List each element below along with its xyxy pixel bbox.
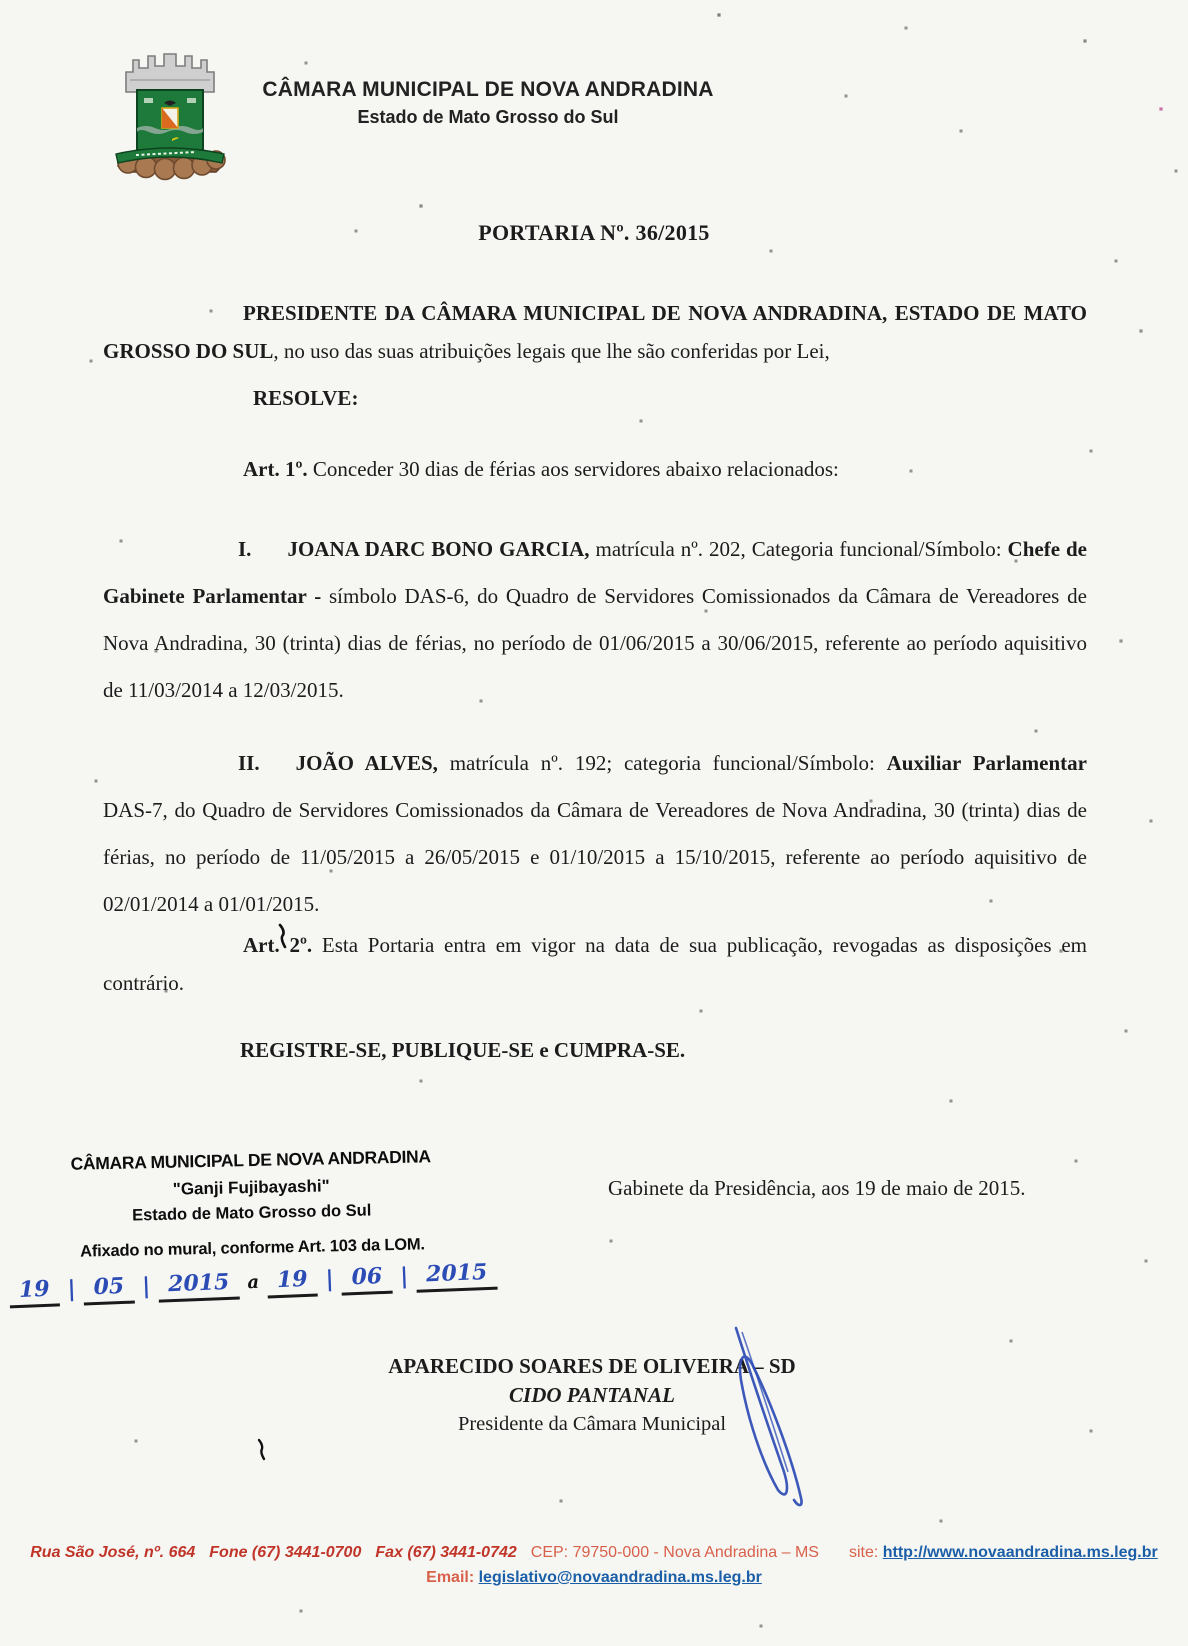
item-2-role: Auxiliar Parlamentar — [886, 751, 1087, 775]
article-1-paragraph — [103, 450, 1087, 488]
servant-item-1 — [103, 526, 1087, 714]
article-2-text: Esta Portaria entra em vigor na data de sua publicação, revogadas as disposições em contrário. — [103, 933, 1087, 995]
date-from-month: 05 — [83, 1273, 135, 1306]
preamble-rest: , no uso das suas atribuições legais que lhe são conferidas por Lei, — [273, 339, 830, 363]
resolve-label: RESOLVE: — [253, 386, 359, 410]
date-to-month: 06 — [341, 1263, 393, 1296]
date-from-day: 19 — [8, 1275, 60, 1308]
signature-block — [242, 1352, 942, 1439]
stamp-posting-note: Afixado no mural, conforme Art. 103 da LOM. — [79, 1235, 425, 1261]
header-org-block — [238, 78, 738, 128]
date-separator-bar: | — [399, 1263, 409, 1290]
footer-fax: Fax (67) 3441-0742 — [375, 1544, 517, 1561]
org-name: CÂMARA MUNICIPAL DE NOVA ANDRADINA — [262, 78, 714, 101]
site-link[interactable]: http://www.novaandradina.ms.leg.br — [882, 1544, 1158, 1561]
date-to-year: 2015 — [416, 1259, 498, 1293]
scan-noise-dots — [0, 0, 2, 2]
footer-email-label: Email: — [426, 1569, 475, 1586]
stamp-handwritten-dates — [18, 1259, 488, 1306]
article-2-paragraph — [103, 926, 1087, 1002]
date-to-day: 19 — [266, 1266, 318, 1299]
signer-nickname: CIDO PANTANAL — [509, 1383, 675, 1407]
preamble-paragraph — [103, 294, 1087, 370]
item-2-seg2: DAS-7, do Quadro de Servidores Comissionados da Câmara de Vereadores de Nova Andradina, 30 (trinta) dias de férias, no período de 11/05/2015 a 26/05/2015 e 01/10/2015 a 15/10/2015, referente ao período aquisitivo de 02/01/2014 a 01/01/2015. — [103, 798, 1087, 916]
signer-role: Presidente da Câmara Municipal — [457, 1413, 727, 1435]
footer-cep: CEP: 79750-000 - Nova Andradina – MS — [530, 1544, 819, 1561]
item-1-role: Chefe de Gabinete Parlamentar - — [103, 537, 1087, 608]
footer-address: Rua São José, nº. 664 — [30, 1544, 196, 1561]
document-title: PORTARIA Nº. 36/2015 — [478, 220, 710, 245]
footer — [0, 1544, 1188, 1587]
signer-name: APARECIDO SOARES DE OLIVEIRA – SD — [388, 1354, 796, 1378]
footer-line-1 — [0, 1544, 1188, 1562]
item-2-numeral: II. — [238, 751, 260, 775]
date-from-year: 2015 — [158, 1269, 240, 1303]
stamp-building-name: "Ganji Fujibayashi" — [172, 1176, 330, 1199]
stamp-state: Estado de Mato Grosso do Sul — [131, 1201, 372, 1225]
publication-stamp — [18, 1146, 488, 1303]
item-1-name: JOANA DARC BONO GARCIA, — [287, 537, 590, 561]
date-separator-bar: | — [141, 1272, 151, 1300]
preamble-bold: PRESIDENTE DA CÂMARA MUNICIPAL DE NOVA ANDRADINA, ESTADO DE MATO GROSSO DO SUL — [103, 301, 1087, 363]
item-1-numeral: I. — [238, 537, 252, 561]
footer-site-label: site: — [848, 1544, 879, 1561]
date-separator-bar: | — [67, 1275, 77, 1303]
item-1-seg1: matrícula nº. 202, Categoria funcional/Símbolo: — [589, 537, 1008, 561]
closing-formula: REGISTRE-SE, PUBLIQUE-SE e CUMPRA-SE. — [240, 1038, 686, 1062]
servant-item-2 — [103, 740, 1087, 928]
article-2-label: Art. 2º. — [243, 933, 313, 957]
article-1-label: Art. 1º. — [243, 457, 308, 481]
item-1-seg2: símbolo DAS-6, do Quadro de Servidores Comissionados da Câmara de Vereadores de Nova Andradina, 30 (trinta) dias de férias, no período de 01/06/2015 a 30/06/2015, referente ao período aquisitivo de 11/03/2014 a 12/03/2015. — [103, 584, 1087, 702]
date-range-connector: a — [246, 1271, 260, 1294]
email-link[interactable]: legislativo@novaandradina.ms.leg.br — [478, 1569, 762, 1586]
article-1-text: Conceder 30 dias de férias aos servidores abaixo relacionados: — [307, 457, 839, 481]
item-2-name: JOÃO ALVES, — [295, 751, 438, 775]
place-date-line: Gabinete da Presidência, aos 19 de maio de 2015. — [608, 1176, 1026, 1200]
ink-tick-mark — [250, 1436, 272, 1466]
date-separator-bar: | — [325, 1265, 335, 1293]
municipal-coat-of-arms-icon — [106, 46, 234, 182]
footer-phone: Fone (67) 3441-0700 — [209, 1544, 362, 1561]
stamp-org-name: CÂMARA MUNICIPAL DE NOVA ANDRADINA — [70, 1146, 431, 1174]
item-2-seg1: matrícula nº. 192; categoria funcional/Símbolo: — [437, 751, 887, 775]
org-subtitle: Estado de Mato Grosso do Sul — [357, 107, 619, 127]
footer-line-2 — [0, 1569, 1188, 1587]
